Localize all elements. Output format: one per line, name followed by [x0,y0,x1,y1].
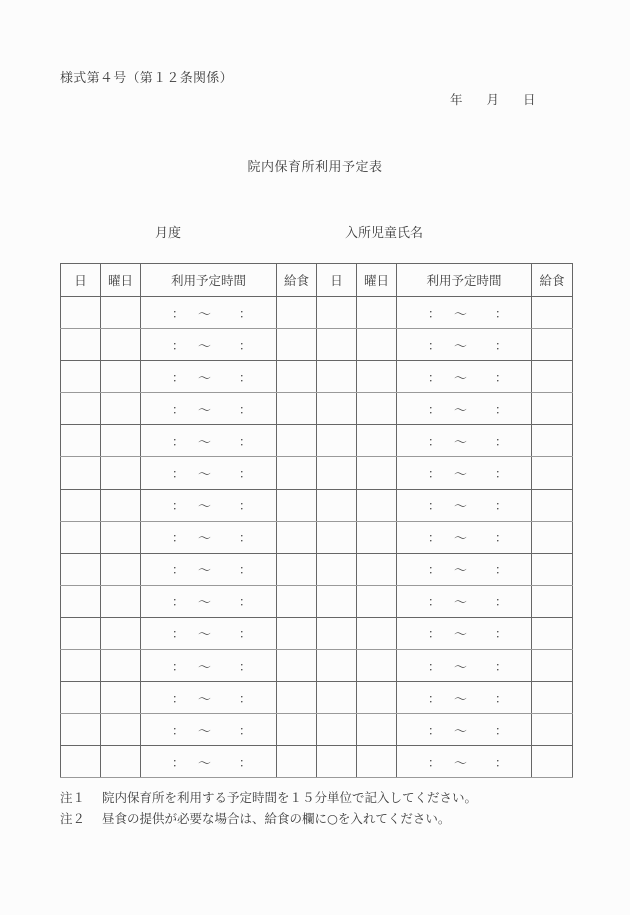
start-time-colon: ： [172,594,185,609]
column-header-meal: 給食 [532,264,573,297]
day-cell[interactable] [317,553,357,585]
meal-cell[interactable] [532,489,573,521]
table-row [61,457,573,489]
time-cell[interactable] [141,746,277,778]
time-cell[interactable] [141,682,277,714]
end-time-colon: ： [239,402,252,417]
time-range-tilde: ～ [198,339,212,355]
start-time-colon: ： [428,594,441,609]
end-time-colon: ： [239,338,252,353]
end-time-colon: ： [239,594,252,609]
column-header-day: 日 [317,264,357,297]
end-time-colon: ： [495,370,508,385]
meal-cell[interactable] [277,457,317,489]
end-time-colon: ： [239,723,252,738]
meal-cell[interactable] [532,521,573,553]
time-cell[interactable] [141,617,277,649]
start-time-colon: ： [172,306,185,321]
day-cell[interactable] [317,650,357,682]
day-cell[interactable] [61,617,101,649]
meal-cell[interactable] [277,329,317,361]
end-time-colon: ： [239,498,252,513]
note-text: 昼食の提供が必要な場合は、給食の欄に○を入れてください。 [102,811,451,826]
end-time-colon: ： [495,338,508,353]
time-range-tilde: ～ [454,403,468,419]
start-time-colon: ： [172,562,185,577]
time-cell[interactable] [397,650,532,682]
end-time-colon: ： [239,562,252,577]
end-time-colon: ： [495,755,508,770]
weekday-cell[interactable] [101,650,141,682]
end-time-colon: ： [495,562,508,577]
weekday-cell[interactable] [101,329,141,361]
weekday-cell[interactable] [101,297,141,329]
weekday-cell[interactable] [101,521,141,553]
time-cell[interactable] [141,714,277,746]
time-cell[interactable] [141,297,277,329]
day-cell[interactable] [317,425,357,457]
time-cell[interactable] [397,521,532,553]
time-cell[interactable] [397,746,532,778]
time-cell[interactable] [397,553,532,585]
time-cell[interactable] [397,329,532,361]
start-time-colon: ： [428,338,441,353]
end-time-colon: ： [495,466,508,481]
meal-cell[interactable] [277,393,317,425]
time-range-tilde: ～ [198,627,212,643]
meal-cell[interactable] [532,393,573,425]
end-time-colon: ： [239,755,252,770]
start-time-colon: ： [428,691,441,706]
end-time-colon: ： [495,723,508,738]
child-name-field-label: 入所児童氏名 [345,226,424,241]
time-cell[interactable] [141,457,277,489]
time-cell[interactable] [397,714,532,746]
time-range-tilde: ～ [198,467,212,483]
weekday-cell[interactable] [357,361,397,393]
time-range-tilde: ～ [454,499,468,515]
time-cell[interactable] [397,393,532,425]
day-cell[interactable] [317,746,357,778]
day-cell[interactable] [61,585,101,617]
time-range-tilde: ～ [454,756,468,772]
time-cell[interactable] [141,393,277,425]
meal-cell[interactable] [532,746,573,778]
start-time-colon: ： [172,402,185,417]
time-range-tilde: ～ [454,724,468,740]
day-cell[interactable] [317,361,357,393]
day-cell[interactable] [317,329,357,361]
time-range-tilde: ～ [454,531,468,547]
table-row [61,425,573,457]
column-header-weekday: 曜日 [357,264,397,297]
day-cell[interactable] [61,489,101,521]
time-range-tilde: ～ [198,307,212,323]
time-cell[interactable] [141,650,277,682]
day-cell[interactable] [317,682,357,714]
column-header-time: 利用予定時間 [397,264,532,297]
meal-cell[interactable] [532,714,573,746]
table-row [61,329,573,361]
time-range-tilde: ～ [198,435,212,451]
time-range-tilde: ～ [454,692,468,708]
note-number: 注２ [60,811,86,826]
start-time-colon: ： [172,434,185,449]
end-time-colon: ： [495,402,508,417]
day-cell[interactable] [317,489,357,521]
day-cell[interactable] [317,617,357,649]
start-time-colon: ： [172,755,185,770]
meal-cell[interactable] [277,585,317,617]
time-cell[interactable] [397,457,532,489]
time-range-tilde: ～ [198,756,212,772]
weekday-cell[interactable] [357,457,397,489]
weekday-cell[interactable] [357,746,397,778]
time-cell[interactable] [397,617,532,649]
start-time-colon: ： [172,530,185,545]
start-time-colon: ： [172,723,185,738]
date-line [450,90,536,108]
table-row [61,714,573,746]
start-time-colon: ： [428,530,441,545]
end-time-colon: ： [239,530,252,545]
day-cell[interactable] [317,585,357,617]
start-time-colon: ： [428,626,441,641]
time-range-tilde: ～ [454,371,468,387]
end-time-colon: ： [495,434,508,449]
table-row [61,361,573,393]
start-time-colon: ： [428,466,441,481]
note-2 [60,809,450,827]
weekday-cell[interactable] [357,489,397,521]
day-cell[interactable] [61,650,101,682]
meal-cell[interactable] [532,553,573,585]
day-cell[interactable] [61,425,101,457]
start-time-colon: ： [172,498,185,513]
table-row [61,682,573,714]
weekday-cell[interactable] [101,361,141,393]
table-header-row [61,264,573,297]
end-time-colon: ： [239,626,252,641]
note-1 [60,788,477,806]
time-range-tilde: ～ [454,435,468,451]
start-time-colon: ： [428,659,441,674]
day-cell[interactable] [61,553,101,585]
day-cell[interactable] [317,297,357,329]
meal-cell[interactable] [277,425,317,457]
table-row [61,650,573,682]
table-row [61,746,573,778]
meal-cell[interactable] [532,585,573,617]
time-range-tilde: ～ [454,307,468,323]
weekday-cell[interactable] [357,617,397,649]
end-time-colon: ： [495,626,508,641]
column-header-weekday: 曜日 [101,264,141,297]
start-time-colon: ： [428,562,441,577]
day-cell[interactable] [61,361,101,393]
table-row [61,617,573,649]
time-range-tilde: ～ [454,627,468,643]
time-range-tilde: ～ [454,339,468,355]
weekday-cell[interactable] [101,617,141,649]
end-time-colon: ： [495,691,508,706]
meal-cell[interactable] [277,553,317,585]
time-range-tilde: ～ [198,531,212,547]
meal-cell[interactable] [277,714,317,746]
weekday-cell[interactable] [101,746,141,778]
weekday-cell[interactable] [357,714,397,746]
start-time-colon: ： [428,306,441,321]
month-field-label: 月度 [155,226,182,241]
schedule-table [60,263,573,778]
day-cell[interactable] [317,521,357,553]
column-header-time: 利用予定時間 [141,264,277,297]
table-row [61,489,573,521]
end-time-colon: ： [239,659,252,674]
time-range-tilde: ～ [198,595,212,611]
weekday-cell[interactable] [101,393,141,425]
meal-cell[interactable] [277,617,317,649]
meal-cell[interactable] [277,746,317,778]
day-cell[interactable] [317,714,357,746]
form-number: 様式第４号（第１２条関係） [60,71,233,86]
meal-cell[interactable] [277,489,317,521]
start-time-colon: ： [428,434,441,449]
start-time-colon: ： [428,402,441,417]
time-range-tilde: ～ [454,660,468,676]
meal-cell[interactable] [277,361,317,393]
end-time-colon: ： [239,691,252,706]
weekday-cell[interactable] [101,489,141,521]
time-cell[interactable] [141,553,277,585]
time-cell[interactable] [141,329,277,361]
day-cell[interactable] [317,457,357,489]
start-time-colon: ： [172,338,185,353]
meal-cell[interactable] [277,297,317,329]
time-cell[interactable] [141,521,277,553]
time-range-tilde: ～ [198,499,212,515]
column-header-day: 日 [61,264,101,297]
start-time-colon: ： [172,659,185,674]
weekday-cell[interactable] [357,393,397,425]
meal-cell[interactable] [532,361,573,393]
meal-cell[interactable] [277,682,317,714]
time-range-tilde: ～ [198,371,212,387]
end-time-colon: ： [495,530,508,545]
start-time-colon: ： [172,691,185,706]
start-time-colon: ： [428,498,441,513]
day-cell[interactable] [61,746,101,778]
weekday-cell[interactable] [357,297,397,329]
meal-cell[interactable] [532,425,573,457]
end-time-colon: ： [239,370,252,385]
weekday-cell[interactable] [357,650,397,682]
time-range-tilde: ～ [198,692,212,708]
time-range-tilde: ～ [454,563,468,579]
end-time-colon: ： [495,498,508,513]
weekday-cell[interactable] [357,329,397,361]
weekday-cell[interactable] [101,553,141,585]
meal-cell[interactable] [277,521,317,553]
time-range-tilde: ～ [454,595,468,611]
time-range-tilde: ～ [198,403,212,419]
note-number: 注１ [60,790,86,805]
day-cell[interactable] [317,393,357,425]
note-text: 院内保育所を利用する予定時間を１５分単位で記入してください。 [102,790,478,805]
day-cell[interactable] [61,329,101,361]
time-cell[interactable] [141,425,277,457]
end-time-colon: ： [495,594,508,609]
meal-cell[interactable] [532,617,573,649]
weekday-cell[interactable] [357,553,397,585]
time-cell[interactable] [397,425,532,457]
weekday-cell[interactable] [101,585,141,617]
meal-cell[interactable] [532,682,573,714]
table-row [61,553,573,585]
table-row [61,393,573,425]
table-row [61,585,573,617]
weekday-cell[interactable] [357,425,397,457]
table-row [61,297,573,329]
year-label: 年 [450,92,463,107]
start-time-colon: ： [172,370,185,385]
weekday-cell[interactable] [101,425,141,457]
end-time-colon: ： [239,434,252,449]
table-row [61,521,573,553]
day-cell[interactable] [61,714,101,746]
end-time-colon: ： [495,306,508,321]
day-cell[interactable] [61,457,101,489]
time-cell[interactable] [141,361,277,393]
weekday-cell[interactable] [101,714,141,746]
time-cell[interactable] [397,489,532,521]
weekday-cell[interactable] [357,585,397,617]
time-range-tilde: ～ [198,724,212,740]
start-time-colon: ： [172,466,185,481]
weekday-cell[interactable] [101,457,141,489]
weekday-cell[interactable] [357,521,397,553]
time-cell[interactable] [397,585,532,617]
time-cell[interactable] [141,489,277,521]
day-cell[interactable] [61,521,101,553]
time-cell[interactable] [397,361,532,393]
end-time-colon: ： [239,466,252,481]
time-cell[interactable] [397,297,532,329]
weekday-cell[interactable] [101,682,141,714]
time-range-tilde: ～ [454,467,468,483]
meal-cell[interactable] [532,297,573,329]
meal-cell[interactable] [532,650,573,682]
time-cell[interactable] [397,682,532,714]
end-time-colon: ： [239,306,252,321]
meal-cell[interactable] [532,329,573,361]
time-cell[interactable] [141,585,277,617]
day-label: 日 [523,92,536,107]
day-cell[interactable] [61,682,101,714]
start-time-colon: ： [428,723,441,738]
day-cell[interactable] [61,297,101,329]
start-time-colon: ： [172,626,185,641]
month-label-date: 月 [486,92,500,107]
time-range-tilde: ～ [198,563,212,579]
meal-cell[interactable] [532,457,573,489]
weekday-cell[interactable] [357,682,397,714]
start-time-colon: ： [428,755,441,770]
start-time-colon: ： [428,370,441,385]
column-header-meal: 給食 [277,264,317,297]
end-time-colon: ： [495,659,508,674]
meal-cell[interactable] [277,650,317,682]
time-range-tilde: ～ [198,660,212,676]
day-cell[interactable] [61,393,101,425]
document-title: 院内保育所利用予定表 [247,160,383,175]
